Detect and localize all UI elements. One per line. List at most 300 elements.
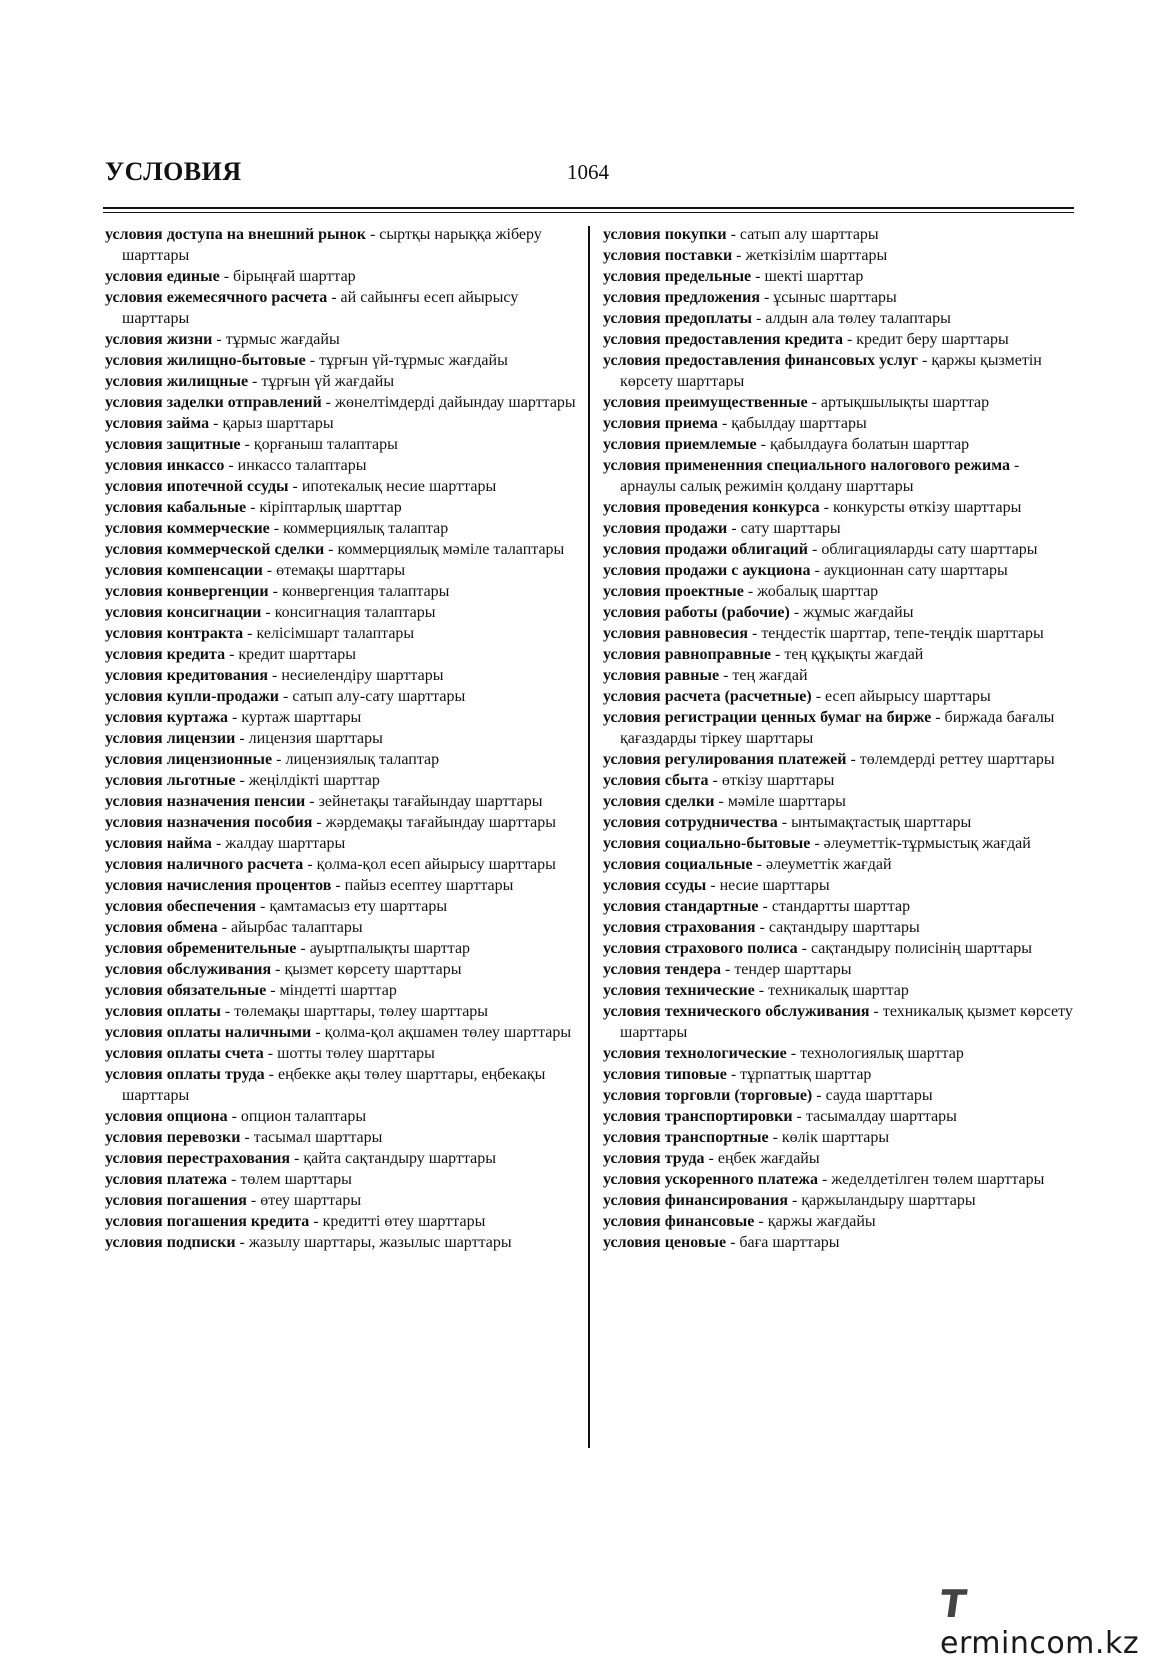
entry-separator: -	[817, 1171, 832, 1188]
dictionary-entry	[105, 1211, 580, 1232]
dictionary-entry	[603, 833, 1073, 854]
dictionary-entry	[603, 329, 1073, 350]
dictionary-entry	[603, 1211, 1073, 1232]
entry-definition: техникалық шарттар	[768, 982, 909, 999]
entry-term: условия заделки отправлений	[105, 394, 322, 411]
entry-term: условия приема	[603, 415, 718, 432]
entry-definition: тендер шарттары	[734, 961, 852, 978]
entry-definition: сатып алу шарттары	[739, 226, 879, 243]
entry-separator: -	[808, 541, 822, 558]
entry-separator: -	[305, 793, 319, 810]
dictionary-entry	[105, 833, 580, 854]
entry-term: условия жизни	[105, 331, 213, 348]
entry-separator: -	[321, 394, 335, 411]
entry-term: условия технологические	[603, 1045, 787, 1062]
dictionary-entry	[603, 1001, 1073, 1043]
watermark-text: ermincom.kz	[940, 1626, 1140, 1661]
entry-term: условия перевозки	[105, 1129, 241, 1146]
entry-term: условия страхового полиса	[603, 940, 798, 957]
entry-term: условия ускоренного платежа	[603, 1171, 818, 1188]
entry-term: условия коммерческой сделки	[105, 541, 325, 558]
dictionary-entry	[603, 434, 1073, 455]
entry-term: условия типовые	[603, 1066, 727, 1083]
entry-term: условия опциона	[105, 1108, 228, 1125]
entry-term: условия сделки	[603, 793, 715, 810]
entry-separator: -	[311, 1024, 325, 1041]
dictionary-entry	[105, 938, 580, 959]
entry-definition: еңбекке ақы төлеу шарттары, еңбекақы шарттары	[122, 1066, 546, 1104]
entry-definition: қамтамасыз ету шарттары	[269, 898, 448, 915]
entry-definition: тең жағдай	[732, 667, 808, 684]
entry-term: условия займа	[105, 415, 210, 432]
entry-separator: -	[717, 415, 732, 432]
entry-term: условия регистрации ценных бумаг на бирже	[603, 709, 932, 726]
entry-separator: -	[726, 1234, 740, 1251]
entry-separator: -	[324, 541, 338, 558]
entry-term: условия жилищно-бытовые	[105, 352, 306, 369]
dictionary-entry	[105, 854, 580, 875]
entry-term: условия обязательные	[105, 982, 267, 999]
entry-definition: қарыз шарттары	[222, 415, 334, 432]
entry-definition: шекті шарттар	[764, 268, 864, 285]
dictionary-entry	[105, 791, 580, 812]
entry-term: условия продажи облигаций	[603, 541, 808, 558]
entry-term: условия обслуживания	[105, 961, 272, 978]
entry-definition: сатып алу-сату шарттары	[292, 688, 466, 705]
dictionary-entry	[105, 1043, 580, 1064]
dictionary-entry	[105, 980, 580, 1001]
dictionary-entry	[603, 1085, 1073, 1106]
entry-separator: -	[290, 1150, 304, 1167]
entry-separator: -	[752, 856, 766, 873]
entry-separator: -	[869, 1003, 883, 1020]
entry-separator: -	[789, 604, 804, 621]
dictionary-entry	[603, 1148, 1073, 1169]
entry-separator: -	[732, 247, 746, 264]
dictionary-entry	[603, 518, 1073, 539]
entry-separator: -	[240, 1129, 254, 1146]
entry-definition: ауыртпалықты шарттар	[309, 940, 471, 957]
entry-separator: -	[771, 646, 785, 663]
dictionary-entry	[105, 623, 580, 644]
entry-definition: тасымал шарттары	[253, 1129, 383, 1146]
dictionary-entry	[105, 665, 580, 686]
entry-term: условия торговли (торговые)	[603, 1087, 813, 1104]
dictionary-entry	[603, 497, 1073, 518]
entry-separator: -	[743, 583, 758, 600]
dictionary-entry	[603, 959, 1073, 980]
entry-definition: тұрғын үй жағдайы	[261, 373, 395, 390]
dictionary-entry	[603, 224, 1073, 245]
entry-separator: -	[719, 667, 733, 684]
entry-term: условия проведения конкурса	[603, 499, 820, 516]
dictionary-entry	[603, 392, 1073, 413]
entry-term: условия ежемесячного расчета	[105, 289, 328, 306]
dictionary-entry	[105, 1232, 580, 1253]
entry-term: условия транспортировки	[603, 1108, 793, 1125]
entry-definition: жобалық шарттар	[757, 583, 879, 600]
entry-separator: -	[261, 604, 275, 621]
entry-separator: -	[305, 352, 320, 369]
entry-term: условия компенсации	[105, 562, 263, 579]
entry-definition: несие шарттары	[719, 877, 830, 894]
entry-definition: қаржы жағдайы	[767, 1213, 876, 1230]
dictionary-entry	[105, 749, 580, 770]
entry-separator: -	[272, 751, 286, 768]
entry-separator: -	[269, 520, 284, 537]
entry-term: условия жилищные	[105, 373, 249, 390]
entry-term: условия поставки	[603, 247, 733, 264]
entry-definition: технологиялық шарттар	[800, 1045, 964, 1062]
dictionary-entry	[603, 581, 1073, 602]
entry-separator: -	[810, 562, 824, 579]
header-rule-thick	[103, 207, 1074, 209]
entry-definition: шотты төлеу шарттары	[277, 1045, 435, 1062]
entry-definition: алдын ала төлеу талаптары	[765, 310, 951, 327]
entry-term: условия равноправные	[603, 646, 772, 663]
right-column	[603, 224, 1073, 1253]
entry-term: условия назначения пособия	[105, 814, 313, 831]
entry-separator: -	[807, 394, 821, 411]
entry-definition: қаржы қызметін көрсету шарттары	[620, 352, 1042, 390]
entry-definition: кіріптарлық шарттар	[259, 499, 402, 516]
entry-definition: кредитті өтеу шарттары	[322, 1213, 486, 1230]
entry-definition: жеделдетілген төлем шарттары	[831, 1171, 1045, 1188]
dictionary-entry	[105, 959, 580, 980]
entry-term: условия равновесия	[603, 625, 748, 642]
dictionary-entry	[105, 392, 580, 413]
dictionary-entry	[603, 1190, 1073, 1211]
entry-definition: жеңілдікті шарттар	[248, 772, 380, 789]
dictionary-entry	[105, 434, 580, 455]
entry-separator: -	[842, 331, 857, 348]
entry-separator: -	[751, 310, 766, 327]
entry-term: условия оплаты	[105, 1003, 221, 1020]
entry-separator: -	[224, 457, 238, 474]
dictionary-entry	[105, 224, 580, 266]
dictionary-entry	[603, 770, 1073, 791]
dictionary-entry	[603, 980, 1073, 1001]
dictionary-entry	[603, 308, 1073, 329]
entry-definition: қорғаныш талаптары	[253, 436, 398, 453]
entry-term: условия консигнации	[105, 604, 262, 621]
entry-term: условия расчета (расчетные)	[603, 688, 812, 705]
entry-term: условия финансовые	[603, 1213, 755, 1230]
entry-term: условия лицензии	[105, 730, 236, 747]
entry-term: условия кредита	[105, 646, 226, 663]
entry-term: условия подписки	[105, 1234, 236, 1251]
dictionary-entry	[105, 917, 580, 938]
entry-definition: жәрдемақы тағайындау шарттары	[325, 814, 556, 831]
dictionary-entry	[105, 497, 580, 518]
entry-separator: -	[303, 856, 317, 873]
entry-definition: коммерциялық талаптар	[283, 520, 449, 537]
entry-definition: техникалық қызмет көрсету шарттары	[620, 1003, 1073, 1041]
entry-term: условия социально-бытовые	[603, 835, 811, 852]
entry-separator: -	[751, 268, 765, 285]
entry-definition: өтемақы шарттары	[276, 562, 406, 579]
dictionary-entry	[603, 812, 1073, 833]
dictionary-entry	[603, 791, 1073, 812]
dictionary-entry	[603, 665, 1073, 686]
entry-definition: еңбек жағдайы	[717, 1150, 820, 1167]
entry-definition: бірыңғай шарттар	[233, 268, 356, 285]
entry-separator: -	[271, 961, 285, 978]
entry-separator: -	[235, 730, 249, 747]
entry-term: условия найма	[105, 835, 212, 852]
entry-term: условия предоплаты	[603, 310, 752, 327]
dictionary-entry	[603, 1169, 1073, 1190]
dictionary-entry	[603, 1232, 1073, 1253]
entry-separator: -	[704, 1150, 718, 1167]
entry-definition: облигацияларды сату шарттары	[821, 541, 1038, 558]
entry-separator: -	[246, 499, 260, 516]
entry-separator: -	[787, 1192, 802, 1209]
entry-definition: аукционнан сату шарттары	[823, 562, 1008, 579]
entry-separator: -	[248, 373, 262, 390]
entry-definition: лицензия шарттары	[248, 730, 383, 747]
entry-term: условия тендера	[603, 961, 721, 978]
entry-definition: әлеуметтік жағдай	[765, 856, 892, 873]
entry-term: условия оплаты труда	[105, 1066, 265, 1083]
entry-separator: -	[726, 1066, 741, 1083]
entry-separator: -	[720, 961, 735, 978]
entry-separator: -	[264, 1066, 278, 1083]
entry-term: условия инкассо	[105, 457, 225, 474]
entry-definition: төлем шарттары	[240, 1171, 352, 1188]
entry-term: условия приемлемые	[603, 436, 757, 453]
dictionary-entry	[603, 749, 1073, 770]
dictionary-entry	[105, 1001, 580, 1022]
entry-definition: тұрмыс жағдайы	[225, 331, 340, 348]
entry-term: условия преимущественные	[603, 394, 808, 411]
page-title: УСЛОВИЯ	[105, 157, 242, 186]
entry-separator: -	[1010, 457, 1020, 474]
dictionary-entry	[105, 728, 580, 749]
entry-definition: сақтандыру полисінің шарттары	[810, 940, 1032, 957]
dictionary-entry	[603, 287, 1073, 308]
entry-separator: -	[714, 793, 728, 810]
dictionary-entry	[105, 875, 580, 896]
dictionary-entry	[603, 623, 1073, 644]
entry-term: условия назначения пенсии	[105, 793, 306, 810]
dictionary-entry	[105, 1106, 580, 1127]
entry-separator: -	[243, 625, 257, 642]
entry-separator: -	[792, 1108, 806, 1125]
entry-term: условия работы (рабочие)	[603, 604, 790, 621]
entry-definition: қызмет көрсету шарттары	[284, 961, 462, 978]
watermark-logo	[936, 1582, 1140, 1661]
watermark-first-letter: T	[936, 1582, 970, 1626]
entry-term: условия кабальные	[105, 499, 247, 516]
entry-term: условия ипотечной ссуды	[105, 478, 289, 495]
dictionary-entry	[603, 539, 1073, 560]
entry-separator: -	[217, 919, 231, 936]
entry-definition: төлемақы шарттары, төлеу шарттары	[234, 1003, 489, 1020]
dictionary-entry	[105, 896, 580, 917]
dictionary-entry	[603, 875, 1073, 896]
entry-term: условия перестрахования	[105, 1150, 290, 1167]
dictionary-entry	[603, 854, 1073, 875]
dictionary-entry	[105, 560, 580, 581]
entry-term: условия социальные	[603, 856, 753, 873]
entry-separator: -	[240, 436, 254, 453]
entry-separator: -	[726, 226, 740, 243]
entry-definition: әлеуметтік-тұрмыстық жағдай	[823, 835, 1031, 852]
entry-separator: -	[227, 1171, 241, 1188]
entry-separator: -	[268, 583, 282, 600]
entry-separator: -	[209, 415, 223, 432]
entry-definition: конвергенция талаптары	[281, 583, 450, 600]
entry-separator: -	[777, 814, 792, 831]
dictionary-entry	[105, 686, 580, 707]
entry-term: условия обмена	[105, 919, 218, 936]
entry-definition: қайта сақтандыру шарттары	[303, 1150, 496, 1167]
dictionary-entry	[603, 938, 1073, 959]
entry-definition: зейнетақы тағайындау шарттары	[318, 793, 543, 810]
entry-term: условия примененния специального налогового режима	[603, 457, 1011, 474]
entry-separator: -	[755, 919, 769, 936]
entry-separator: -	[219, 268, 234, 285]
entry-term: условия лицензионные	[105, 751, 273, 768]
entry-definition: қаржыландыру шарттары	[801, 1192, 976, 1209]
entry-definition: жалдау шарттары	[225, 835, 346, 852]
dictionary-entry	[603, 896, 1073, 917]
entry-separator: -	[917, 352, 932, 369]
entry-definition: куртаж шарттары	[241, 709, 362, 726]
entry-term: условия равные	[603, 667, 720, 684]
dictionary-entry	[105, 455, 580, 476]
entry-term: условия куртажа	[105, 709, 229, 726]
entry-separator: -	[309, 1213, 323, 1230]
entry-term: условия коммерческие	[105, 520, 270, 537]
dictionary-entry	[105, 602, 580, 623]
entry-definition: жазылу шарттары, жазылыс шарттары	[248, 1234, 512, 1251]
dictionary-entry	[105, 287, 580, 329]
entry-term: условия труда	[603, 1150, 705, 1167]
entry-separator: -	[811, 688, 826, 705]
entry-definition: ұсыныс шарттары	[773, 289, 897, 306]
entry-term: условия продажи с аукциона	[603, 562, 811, 579]
entry-term: условия технического обслуживания	[603, 1003, 870, 1020]
entry-term: условия предоставления финансовых услуг	[603, 352, 918, 369]
page-number: 1064	[567, 160, 609, 184]
dictionary-entry	[105, 329, 580, 350]
entry-term: условия финансирования	[603, 1192, 788, 1209]
entry-separator: -	[786, 1045, 801, 1062]
dictionary-entry	[105, 1127, 580, 1148]
dictionary-entry	[105, 518, 580, 539]
entry-separator: -	[212, 331, 226, 348]
entry-definition: тұрпаттық шарттар	[740, 1066, 872, 1083]
entry-definition: конкурсты өткізу шарттары	[832, 499, 1022, 516]
entry-separator: -	[812, 1087, 826, 1104]
entry-term: условия контракта	[105, 625, 244, 642]
entry-separator: -	[279, 688, 293, 705]
entry-term: условия покупки	[603, 226, 727, 243]
entry-term: условия ценовые	[603, 1234, 727, 1251]
entry-definition: сату шарттары	[740, 520, 841, 537]
dictionary-entry	[105, 1064, 580, 1106]
entry-term: условия платежа	[105, 1171, 228, 1188]
entry-definition: жұмыс жағдайы	[803, 604, 914, 621]
entry-term: условия ссуды	[603, 877, 707, 894]
entry-term: условия оплаты счета	[105, 1045, 264, 1062]
entry-separator: -	[810, 835, 824, 852]
dictionary-entry	[603, 917, 1073, 938]
dictionary-entry	[603, 1043, 1073, 1064]
column-divider	[588, 226, 590, 1448]
dictionary-entry	[105, 644, 580, 665]
entry-definition: биржада бағалы қағаздарды тіркеу шарттары	[620, 709, 1055, 747]
dictionary-entry	[603, 1127, 1073, 1148]
entry-separator: -	[327, 289, 341, 306]
entry-separator: -	[256, 898, 270, 915]
entry-definition: өткізу шарттары	[721, 772, 835, 789]
entry-term: условия стандартные	[603, 898, 759, 915]
entry-separator: -	[754, 982, 769, 999]
entry-definition: тұрғын үй-тұрмыс жағдайы	[319, 352, 508, 369]
entry-definition: тасымалдау шарттары	[805, 1108, 957, 1125]
dictionary-entry	[603, 455, 1073, 497]
entry-definition: жөнелтімдерді дайындау шарттары	[335, 394, 576, 411]
entry-definition: айырбас талаптары	[230, 919, 363, 936]
entry-term: условия транспортные	[603, 1129, 769, 1146]
entry-definition: кредит шарттары	[238, 646, 357, 663]
dictionary-entry	[105, 371, 580, 392]
entry-definition: сақтандыру шарттары	[768, 919, 920, 936]
entry-term: условия погашения кредита	[105, 1213, 310, 1230]
header-rule-thin	[103, 212, 1074, 213]
entry-definition: ынтымақтастық шарттары	[791, 814, 972, 831]
entry-term: условия сотрудничества	[603, 814, 778, 831]
entry-term: условия кредитования	[105, 667, 269, 684]
entry-definition: консигнация талаптары	[274, 604, 436, 621]
entry-term: условия сбыта	[603, 772, 709, 789]
dictionary-entry	[105, 581, 580, 602]
entry-term: условия льготные	[105, 772, 236, 789]
dictionary-entry	[603, 686, 1073, 707]
entry-definition: теңдестік шарттар, тепе-теңдік шарттары	[761, 625, 1044, 642]
dictionary-entry	[105, 1148, 580, 1169]
entry-separator: -	[819, 499, 833, 516]
entry-separator: -	[759, 289, 774, 306]
entry-separator: -	[288, 478, 302, 495]
entry-separator: -	[263, 1045, 278, 1062]
dictionary-entry	[603, 266, 1073, 287]
dictionary-entry	[603, 644, 1073, 665]
entry-separator: -	[758, 898, 772, 915]
entry-definition: қабылдау шарттары	[731, 415, 867, 432]
entry-separator: -	[228, 709, 242, 726]
dictionary-entry	[105, 1169, 580, 1190]
entry-separator: -	[246, 1192, 261, 1209]
entry-definition: опцион талаптары	[240, 1108, 367, 1125]
entry-separator: -	[235, 772, 249, 789]
entry-separator: -	[797, 940, 811, 957]
entry-term: условия единые	[105, 268, 220, 285]
entry-term: условия страхования	[603, 919, 756, 936]
entry-term: условия обременительные	[105, 940, 297, 957]
entry-term: условия обеспечения	[105, 898, 257, 915]
dictionary-entry	[603, 1106, 1073, 1127]
dictionary-entry	[603, 350, 1073, 392]
entry-definition: қабылдауға болатын шарттар	[769, 436, 970, 453]
entry-definition: көлік шарттары	[781, 1129, 890, 1146]
entry-definition: ипотекалық несие шарттары	[301, 478, 497, 495]
entry-separator: -	[727, 520, 741, 537]
entry-term: условия оплаты наличными	[105, 1024, 312, 1041]
